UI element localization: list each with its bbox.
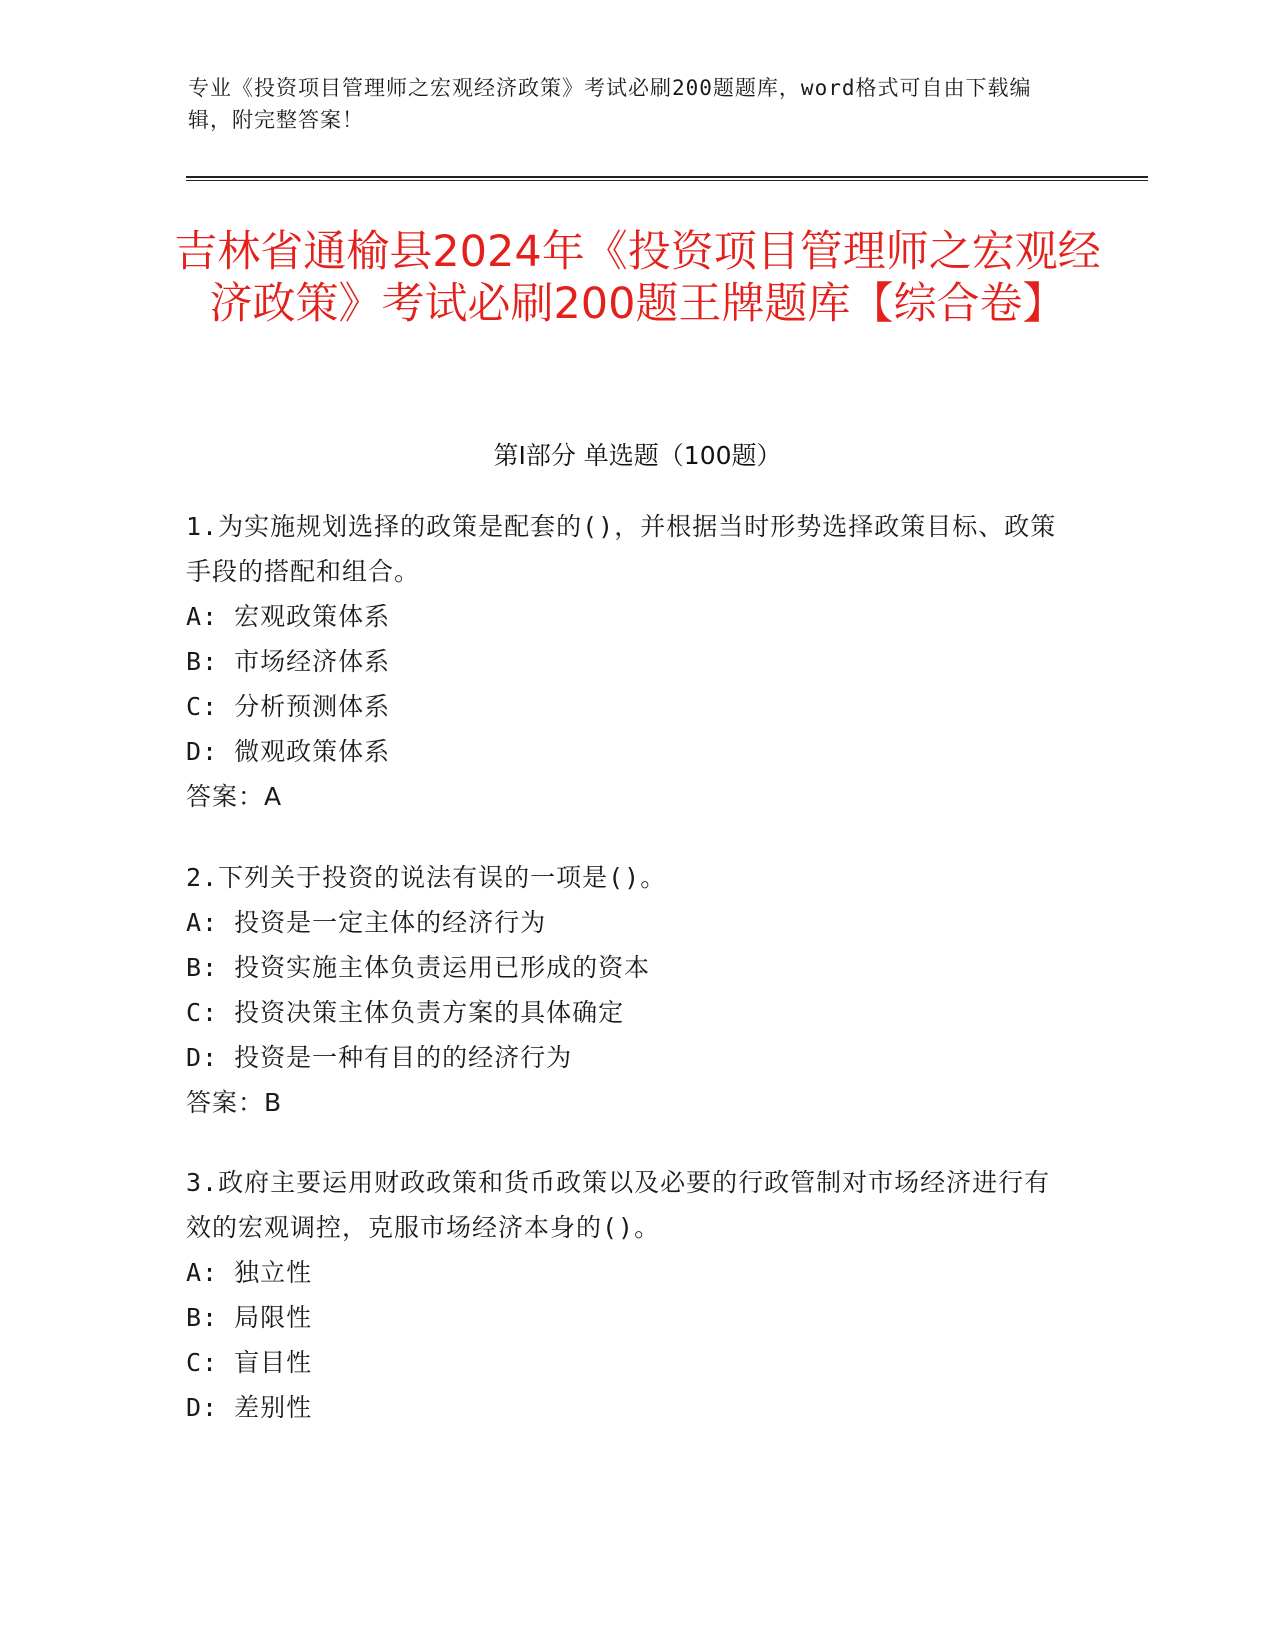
- document-title: 吉林省通榆县2024年《投资项目管理师之宏观经济政策》考试必刷200题王牌题库【综合卷】: [174, 227, 1101, 329]
- option-b: B: 市场经济体系: [186, 647, 391, 676]
- option-c: C: 投资决策主体负责方案的具体确定: [186, 998, 625, 1027]
- option-a: A: 投资是一定主体的经济行为: [186, 908, 547, 937]
- answer: 答案：B: [186, 1088, 283, 1117]
- header-divider: [186, 176, 1148, 178]
- header-note: 专业《投资项目管理师之宏观经济政策》考试必刷200题题库，word格式可自由下载编辑，附完整答案！: [188, 76, 1032, 132]
- option-d: D: 差别性: [186, 1393, 313, 1422]
- option-d: D: 投资是一种有目的的经济行为: [186, 1043, 573, 1072]
- option-b: B: 局限性: [186, 1303, 313, 1332]
- answer: 答案：A: [186, 782, 283, 811]
- question-text: 3.政府主要运用财政政策和货币政策以及必要的行政管制对市场经济进行有效的宏观调控，克服市场经济本身的()。: [186, 1168, 1051, 1242]
- question-text: 1.为实施规划选择的政策是配套的()，并根据当时形势选择政策目标、政策手段的搭配和组合。: [186, 512, 1057, 586]
- question-2: [186, 855, 1066, 1125]
- question-text: 2.下列关于投资的说法有误的一项是()。: [186, 863, 667, 892]
- option-d: D: 微观政策体系: [186, 737, 391, 766]
- question-3: [186, 1160, 1066, 1430]
- option-a: A: 宏观政策体系: [186, 602, 391, 631]
- option-b: B: 投资实施主体负责运用已形成的资本: [186, 953, 651, 982]
- option-c: C: 盲目性: [186, 1348, 313, 1377]
- option-c: C: 分析预测体系: [186, 692, 391, 721]
- header-divider-thin: [186, 180, 1148, 181]
- option-a: A: 独立性: [186, 1258, 313, 1287]
- section-title: 第Ⅰ部分 单选题（100题）: [493, 441, 782, 470]
- question-1: [186, 504, 1066, 819]
